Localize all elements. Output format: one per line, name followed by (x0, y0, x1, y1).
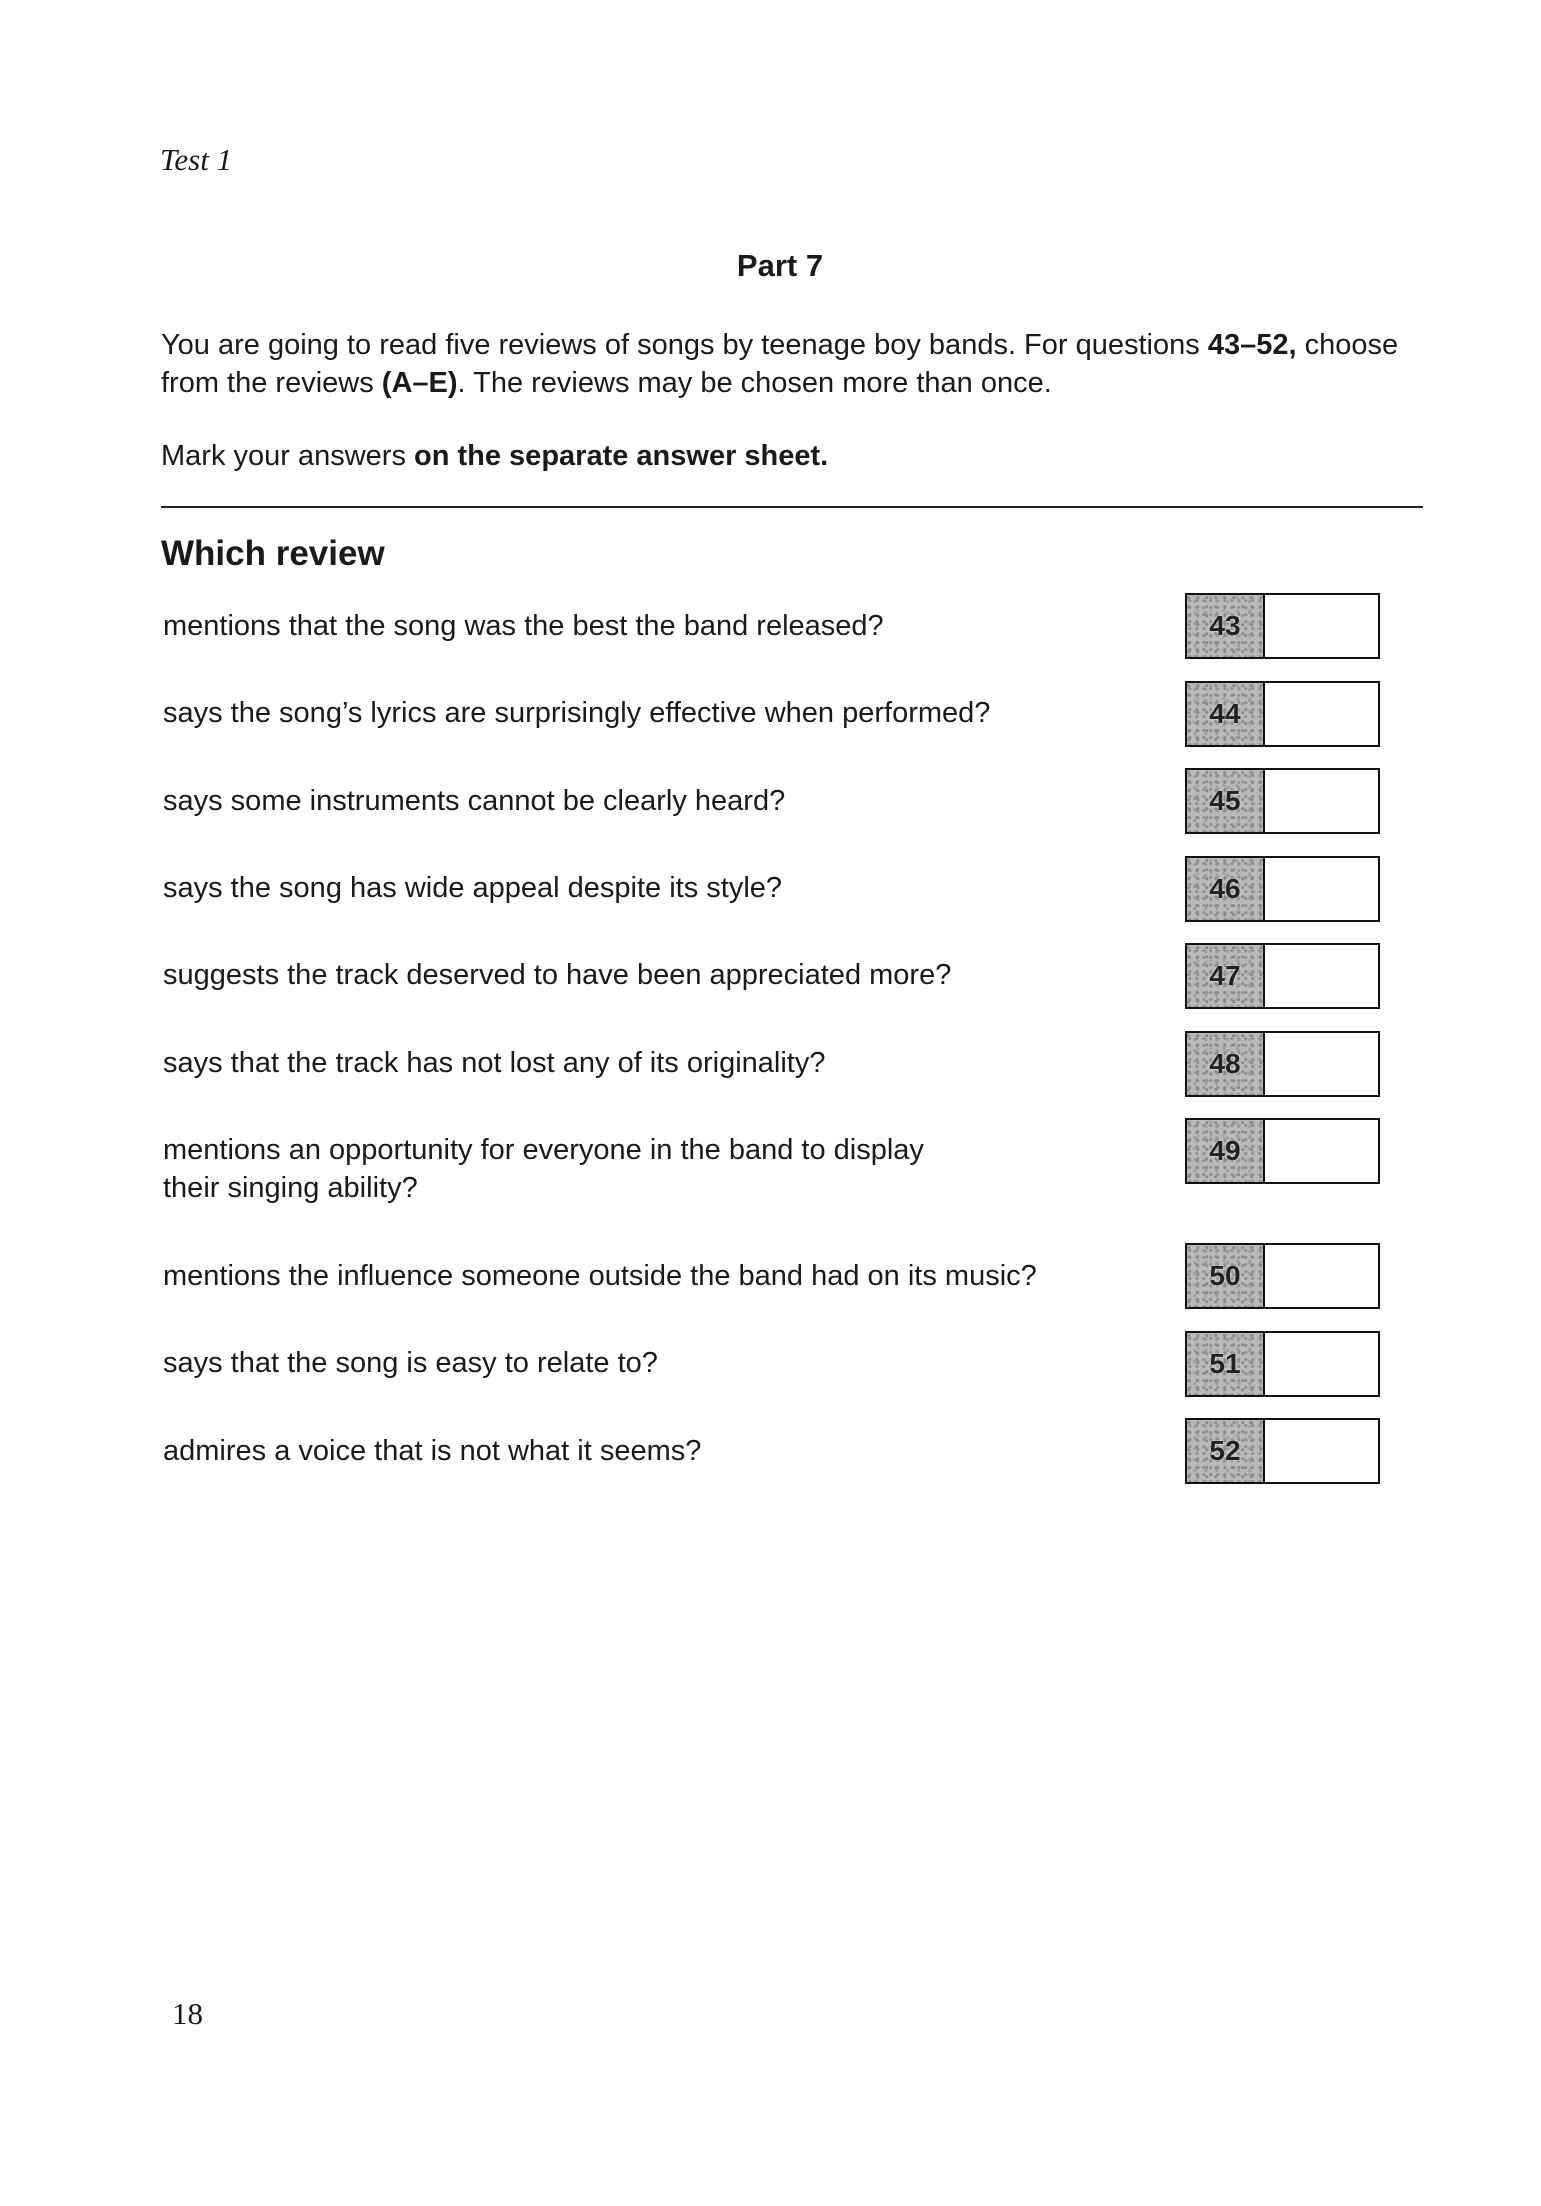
question-text: says that the track has not lost any of its originality? (163, 1047, 826, 1079)
question-text: suggests the track deserved to have been appreciated more? (163, 959, 952, 991)
answer-field[interactable] (1265, 770, 1378, 832)
mark-prefix: Mark your answers (161, 440, 415, 472)
section-heading: Which review (161, 534, 385, 573)
question-text: mentions that the song was the best the band released? (163, 610, 884, 642)
answer-field[interactable] (1265, 858, 1378, 920)
question-text: says that the song is easy to relate to? (163, 1347, 658, 1379)
review-range: (A–E) (381, 367, 458, 399)
question-text: says the song has wide appeal despite its style? (163, 872, 783, 904)
answer-field[interactable] (1265, 1333, 1378, 1395)
question-number: 45 (1187, 770, 1265, 832)
answer-box[interactable] (1185, 1331, 1380, 1397)
part-title: Part 7 (736, 248, 824, 283)
instructions-text-1: You are going to read five reviews of songs by teenage boy bands. For questions (161, 329, 1208, 361)
question-number: 48 (1187, 1033, 1265, 1095)
page-number: 18 (172, 1996, 203, 2031)
answer-field[interactable] (1265, 945, 1378, 1007)
answer-box[interactable] (1185, 1031, 1380, 1097)
answer-box[interactable] (1185, 1243, 1380, 1309)
instructions-paragraph (161, 326, 1431, 402)
answer-field[interactable] (1265, 1120, 1378, 1182)
question-number: 51 (1187, 1333, 1265, 1395)
question-text: mentions an opportunity for everyone in the band to display their singing ability? (163, 1134, 924, 1204)
answer-box[interactable] (1185, 768, 1380, 834)
answer-box[interactable] (1185, 856, 1380, 922)
question-number: 46 (1187, 858, 1265, 920)
running-head: Test 1 (160, 142, 233, 177)
mark-bold: on the separate answer sheet. (414, 440, 829, 472)
answer-box[interactable] (1185, 1118, 1380, 1184)
question-number: 47 (1187, 945, 1265, 1007)
horizontal-rule (161, 506, 1423, 508)
answer-box[interactable] (1185, 593, 1380, 659)
question-range: 43–52, (1207, 329, 1297, 361)
question-number: 43 (1187, 595, 1265, 657)
question-number: 52 (1187, 1420, 1265, 1482)
question-number: 44 (1187, 683, 1265, 745)
answer-field[interactable] (1265, 1245, 1378, 1307)
mark-answers-line (161, 440, 828, 473)
answer-box[interactable] (1185, 943, 1380, 1009)
question-text: admires a voice that is not what it seems? (163, 1435, 702, 1467)
question-text: mentions the influence someone outside the band had on its music? (163, 1260, 1037, 1292)
answer-field[interactable] (1265, 595, 1378, 657)
answer-field[interactable] (1265, 1420, 1378, 1482)
question-text: says some instruments cannot be clearly heard? (163, 785, 786, 817)
question-number: 50 (1187, 1245, 1265, 1307)
answer-box[interactable] (1185, 1418, 1380, 1484)
question-text: says the song’s lyrics are surprisingly effective when performed? (163, 697, 991, 729)
answer-field[interactable] (1265, 1033, 1378, 1095)
question-number: 49 (1187, 1120, 1265, 1182)
instructions (161, 326, 1431, 402)
answer-field[interactable] (1265, 683, 1378, 745)
instructions-text-3: . The reviews may be chosen more than once. (457, 367, 1052, 399)
instructions-text-2: choose from the reviews (161, 329, 1399, 399)
answer-box[interactable] (1185, 681, 1380, 747)
